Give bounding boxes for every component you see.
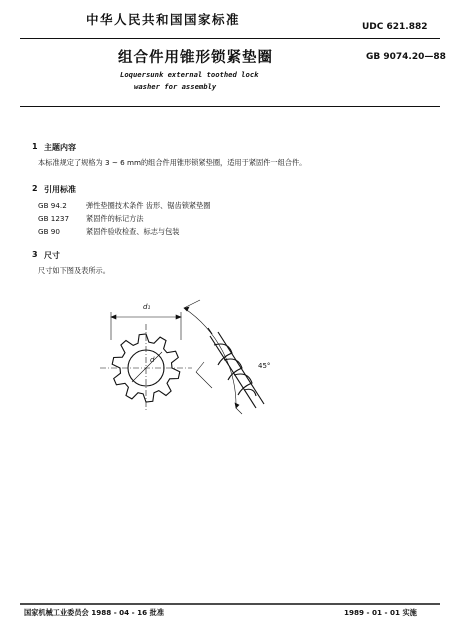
footer-approval: 国家机械工业委员会 1988 - 04 - 16 批准 [24, 608, 165, 617]
title-cn: 组合件用锥形锁紧垫圈 [118, 50, 273, 66]
section-1-number: 1 [32, 142, 38, 151]
dim-thickness [196, 362, 212, 388]
ref-code: GB 94.2 [38, 201, 67, 210]
section-2-number: 2 [32, 184, 38, 193]
ref-code: GB 90 [38, 227, 60, 236]
dim-d [132, 352, 162, 382]
label-angle: 45° [258, 362, 271, 370]
ref-code: GB 1237 [38, 214, 70, 223]
section-1-body: 本标准规定了规格为 3 ~ 6 mm的组合件用锥形锁紧垫圈，适用于紧固件一组合件。 [38, 158, 307, 167]
washer-side-view [208, 328, 264, 408]
standard-org: 中华人民共和国国家标准 [86, 12, 241, 27]
section-2-heading: 引用标准 [44, 185, 76, 194]
footer-effective: 1989 - 01 - 01 实施 [344, 608, 417, 617]
dim-angle [184, 300, 242, 414]
section-3-number: 3 [32, 250, 38, 259]
udc-code: UDC 621.882 [362, 22, 428, 32]
section-1-heading: 主题内容 [44, 143, 76, 152]
label-d: d [150, 356, 155, 364]
gb-number: GB 9074.20—88 [366, 52, 446, 62]
ref-text: 弹性垫圈技术条件 齿形、锯齿锁紧垫圈 [86, 201, 211, 210]
title-en-line1: Loquersunk external toothed lock [120, 70, 259, 79]
section-3-body: 尺寸如下图及表所示。 [38, 266, 110, 275]
label-d1: d₁ [143, 303, 151, 311]
title-en-line2: washer for assembly [134, 82, 217, 91]
ref-text: 紧固件的标记方法 [86, 214, 144, 223]
section-3-heading: 尺寸 [44, 251, 60, 260]
ref-text: 紧固件验收检查、标志与包装 [86, 227, 180, 236]
